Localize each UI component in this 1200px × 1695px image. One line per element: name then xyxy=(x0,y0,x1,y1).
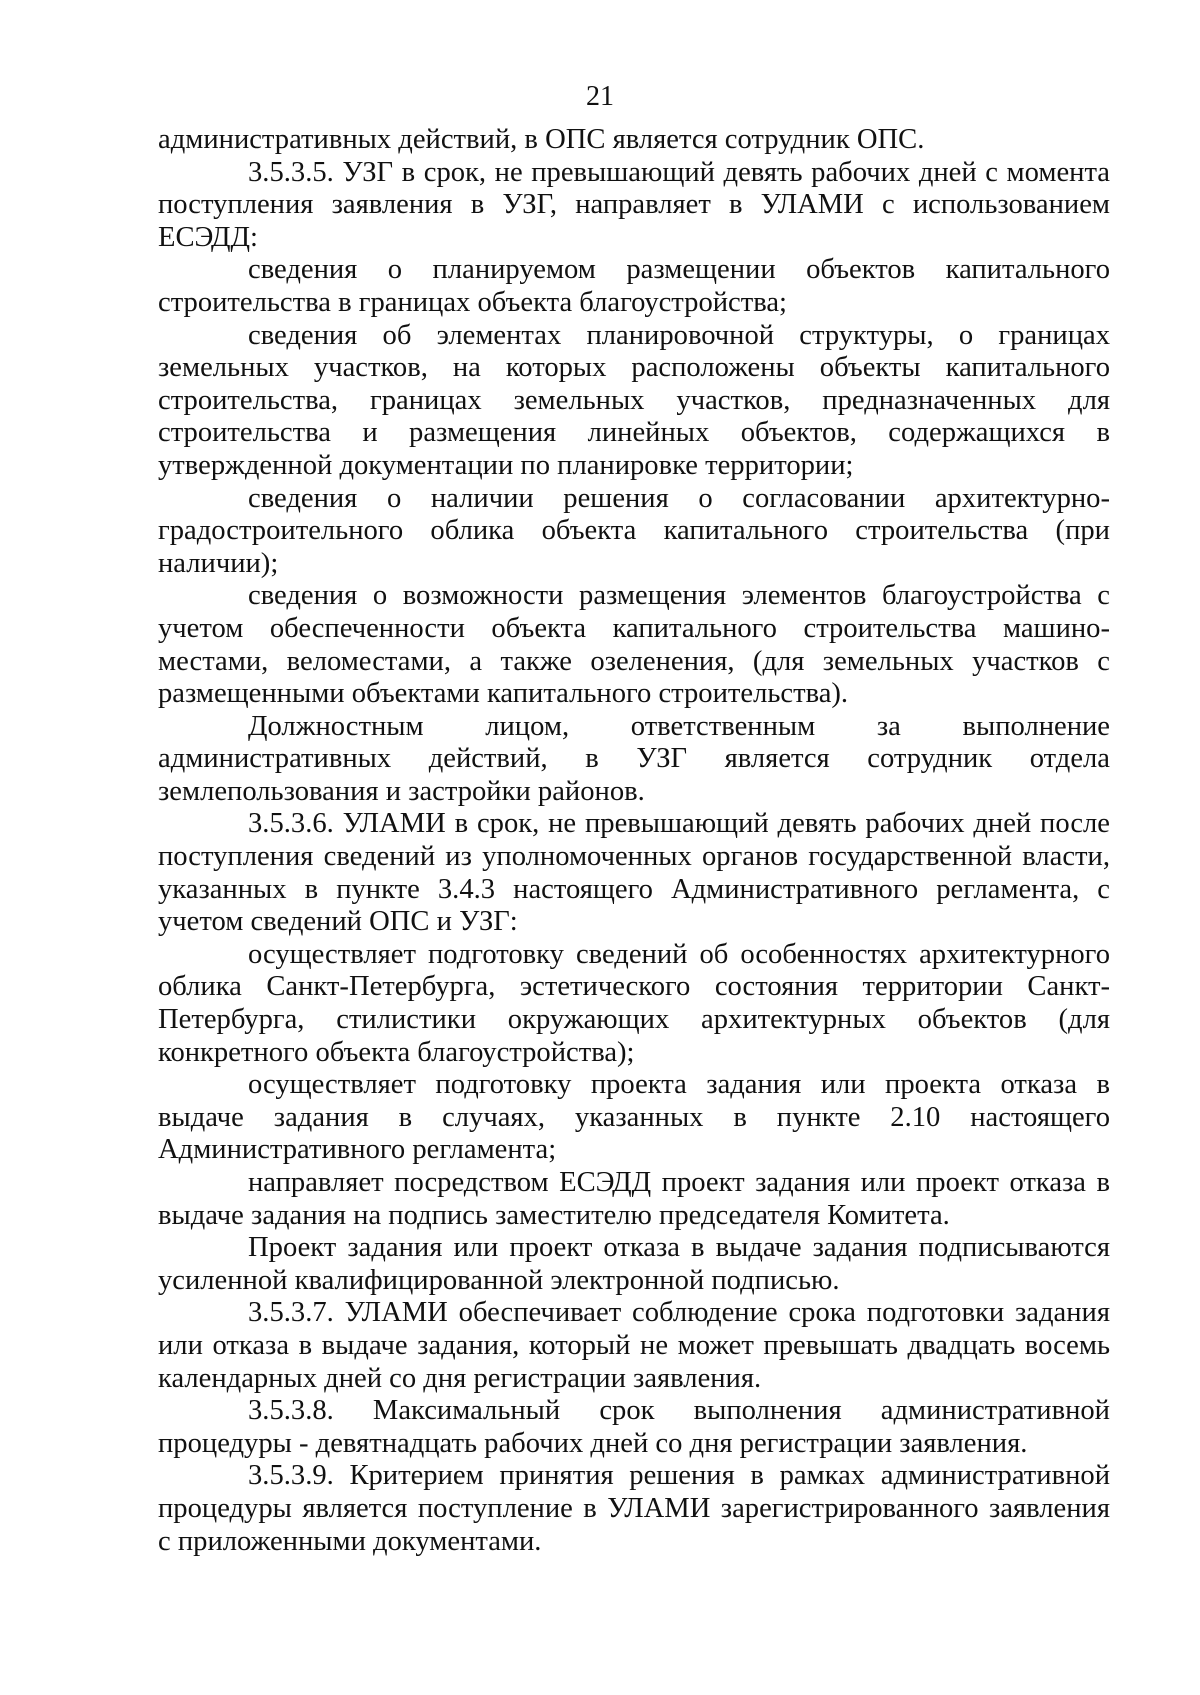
paragraph-3-5-3-8: 3.5.3.8. Максимальный срок выполнения административной процедуры - девятнадцать рабочих дней со дня регистрации заявления. xyxy=(158,1395,1110,1459)
paragraph-3-5-3-6: 3.5.3.6. УЛАМИ в срок, не превышающий девять рабочих дней после поступления сведений из уполномоченных органов государственной власти, указанных в пункте 3.4.3 настоящего Административного регламента, с учетом сведений ОПС и УЗГ: xyxy=(158,808,1110,938)
paragraph-continuation: административных действий, в ОПС является сотрудник ОПС. xyxy=(158,124,925,155)
paragraph-signature: Проект задания или проект отказа в выдаче задания подписываются усиленной квалифицированной электронной подписью. xyxy=(158,1232,1110,1296)
list-item-approval-decision: сведения о наличии решения о согласовании архитектурно-градостроительного облика объекта капитального строительства (при наличии); xyxy=(158,482,1110,579)
list-item-planned-placement: сведения о планируемом размещении объектов капитального строительства в границах объекта благоустройства; xyxy=(158,254,1110,318)
paragraph-3-5-3-7: 3.5.3.7. УЛАМИ обеспечивает соблюдение срока подготовки задания или отказа в выдаче задания, который не может превышать двадцать восемь календарных дней со дня регистрации заявления. xyxy=(158,1297,1110,1394)
document-body xyxy=(158,124,1110,1558)
paragraph-3-5-3-5: 3.5.3.5. УЗГ в срок, не превышающий девять рабочих дней с момента поступления заявления в УЗГ, направляет в УЛАМИ с использованием ЕСЭДД: xyxy=(158,156,1110,253)
page-number: 21 xyxy=(586,81,614,112)
paragraph-3-5-3-9: 3.5.3.9. Критерием принятия решения в рамках административной процедуры является поступление в УЛАМИ зарегистрированного заявления с приложенными документами. xyxy=(158,1460,1110,1557)
list-item-improvement-elements: сведения о возможности размещения элементов благоустройства с учетом обеспеченности объекта капитального строительства машино-местами, веломестами, а также озеленения, (для земельных участков с размещенными объектами капитального строительства). xyxy=(158,580,1110,710)
list-item-planning-structure: сведения об элементах планировочной структуры, о границах земельных участков, на которых расположены объекты капитального строительства, границах земельных участков, предназначенных для строительства и размещения линейных объектов, содержащихся в утвержденной документации по планировке территории; xyxy=(158,319,1110,481)
list-item-draft-task: осуществляет подготовку проекта задания или проекта отказа в выдаче задания в случаях, указанных в пункте 2.10 настоящего Административного регламента; xyxy=(158,1069,1110,1166)
list-item-architectural-info: осуществляет подготовку сведений об особенностях архитектурного облика Санкт-Петербурга, эстетического состояния территории Санкт-Петербурга, стилистики окружающих архитектурных объектов (для конкретного объекта благоустройства); xyxy=(158,938,1110,1068)
list-item-send-for-signature: направляет посредством ЕСЭДД проект задания или проект отказа в выдаче задания на подпись заместителю председателя Комитета. xyxy=(158,1167,1110,1231)
paragraph-responsible-official: Должностным лицом, ответственным за выполнение административных действий, в УЗГ является сотрудник отдела землепользования и застройки районов. xyxy=(158,710,1110,807)
